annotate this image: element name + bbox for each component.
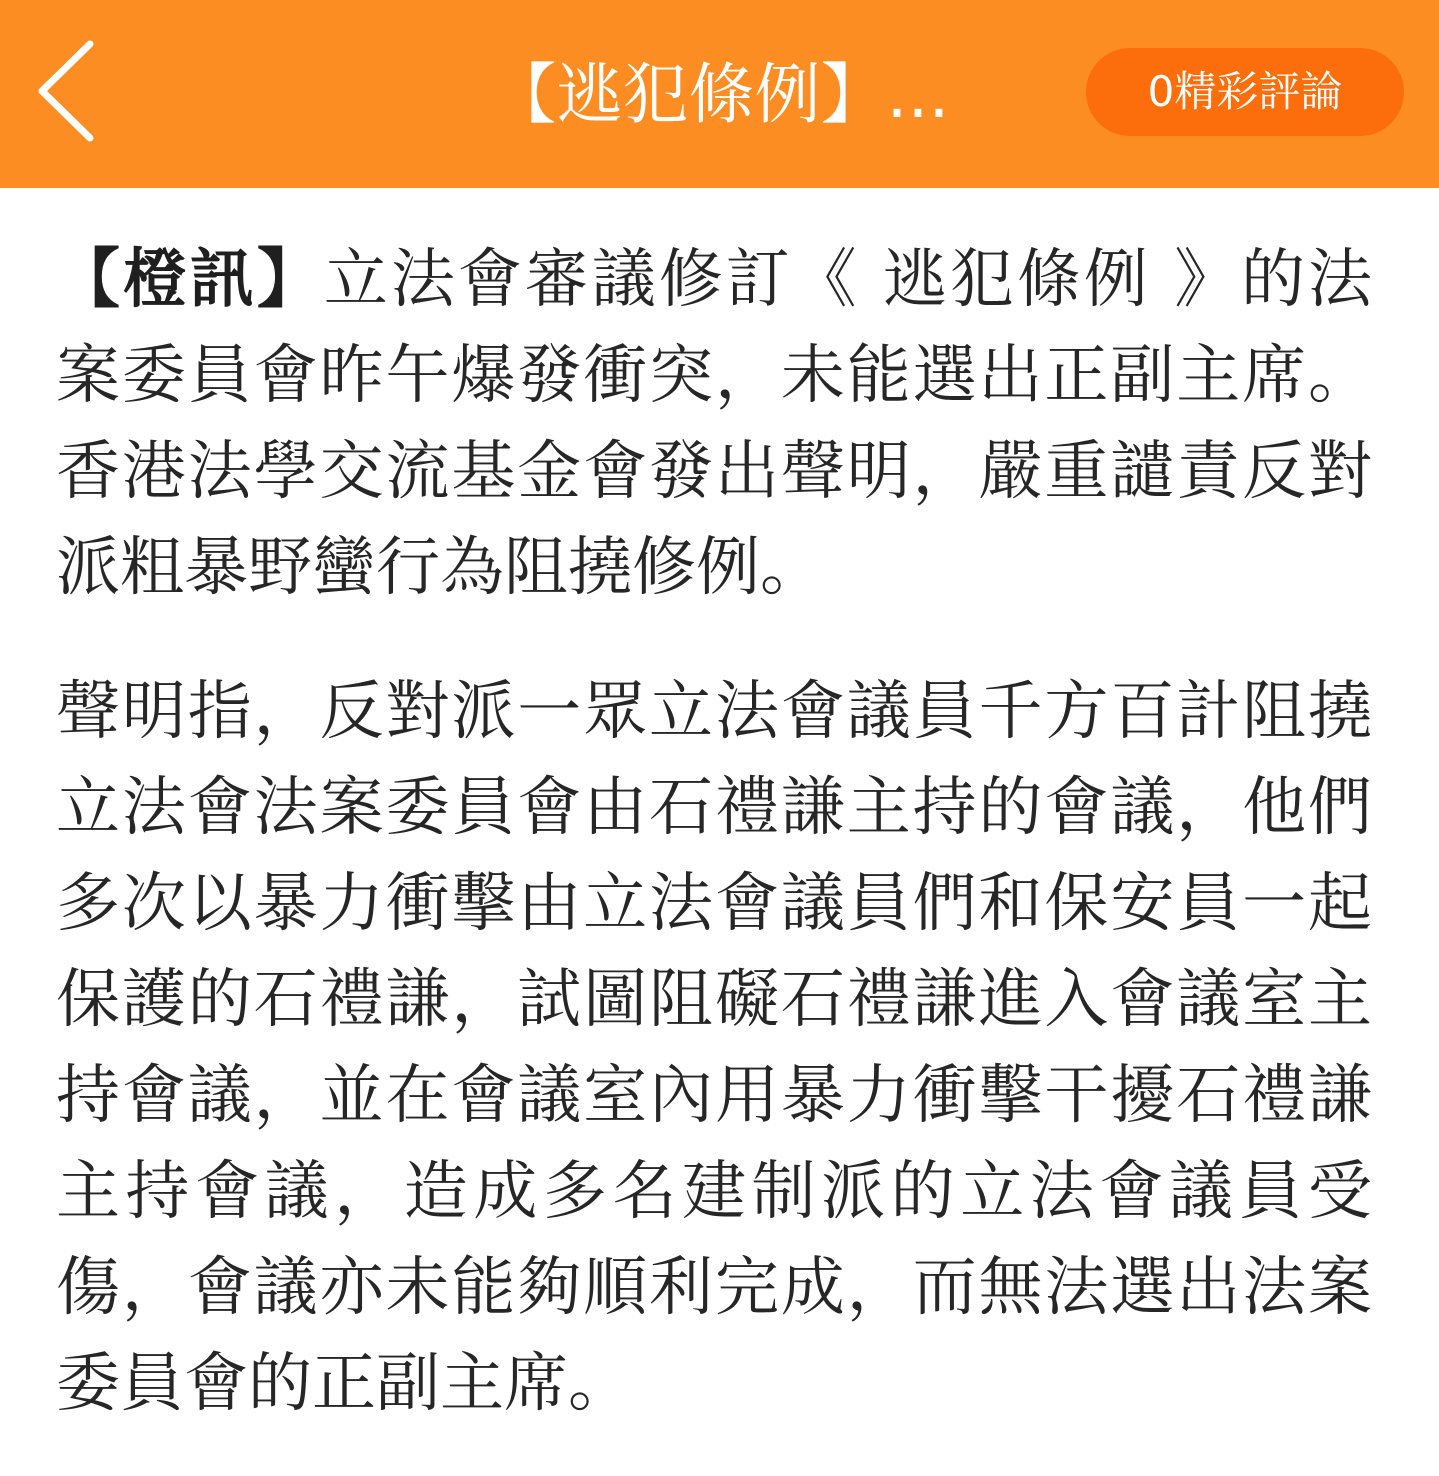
article-body xyxy=(56,232,1372,1432)
top-bar xyxy=(0,0,1439,188)
article-paragraph: 聲明指，反對派一眾立法會議員千方百計阻撓立法會法案委員會由石禮謙主持的會議，他們多次以暴力衝擊由立法會議員們和保安員一起保護的石禮謙，試圖阻礙石禮謙進入會議室主持會議，並在會議室內用暴力衝擊干擾石禮謙主持會議，造成多名建制派的立法會議員受傷，會議亦未能夠順利完成，而無法選出法案委員會的正副主席。 xyxy=(56,675,1372,1421)
page-title: 【逃犯條例】... xyxy=(490,56,950,133)
article-paragraph xyxy=(56,232,1372,616)
paragraph-text: 立法會審議修訂《 逃犯條例 》的法案委員會昨午爆發衝突，未能選出正副主席。香港法學交流基金會發出聲明，嚴重譴責反對派粗暴野蠻行為阻撓修例。 xyxy=(56,243,1373,605)
source-tag: 【橙訊】 xyxy=(56,243,324,317)
back-button[interactable] xyxy=(28,36,108,146)
comments-button[interactable]: 0精彩評論 xyxy=(1086,48,1404,136)
chevron-left-icon xyxy=(28,36,108,146)
